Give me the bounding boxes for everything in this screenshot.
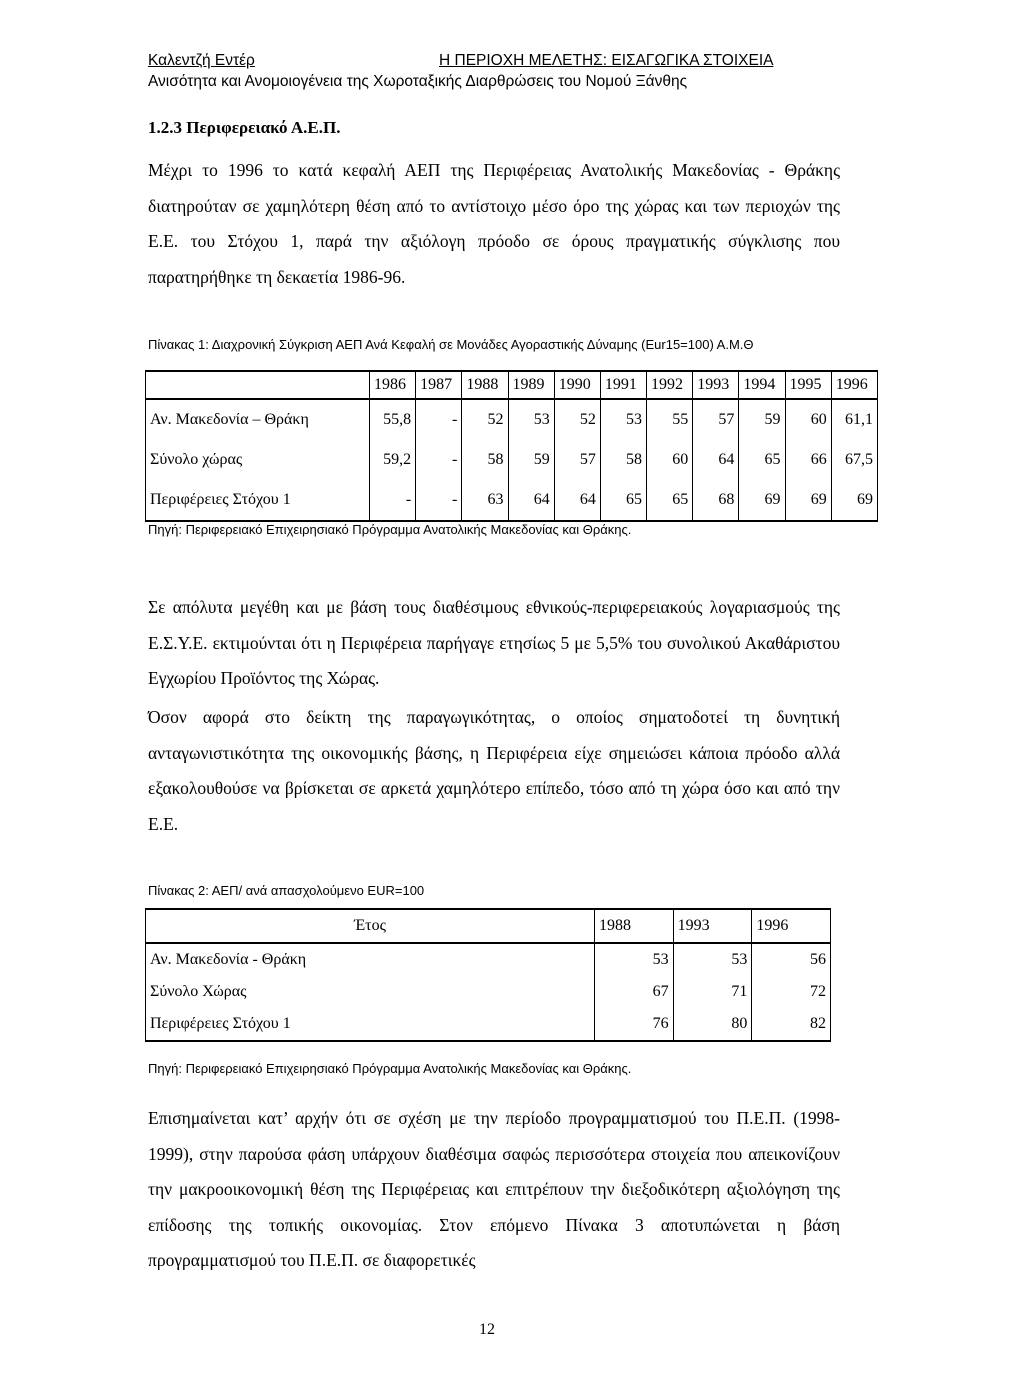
- table2-row-label: Σύνολο Χώρας: [146, 976, 595, 1008]
- table2-year-label: Έτος: [146, 909, 595, 943]
- table2-year-header: 1988: [595, 909, 674, 943]
- table-row: [146, 1008, 831, 1041]
- table1-cell: -: [416, 399, 462, 440]
- table-row: [146, 943, 831, 976]
- table1-cell: 57: [554, 440, 600, 480]
- table1-row-label: Αν. Μακεδονία – Θράκη: [146, 399, 370, 440]
- table1-cell: 59: [739, 399, 785, 440]
- table2-cell: 53: [673, 943, 752, 976]
- table1-cell: 58: [600, 440, 646, 480]
- table1-year-header: 1987: [416, 371, 462, 399]
- table1-year-header: 1995: [785, 371, 831, 399]
- table2-cell: 76: [595, 1008, 674, 1041]
- header-chapter: Η ΠΕΡΙΟΧΗ ΜΕΛΕΤΗΣ: ΕΙΣΑΓΩΓΙΚΑ ΣΤΟΙΧΕΙΑ: [439, 52, 774, 69]
- table2-cell: 82: [752, 1008, 831, 1041]
- table2-cell: 67: [595, 976, 674, 1008]
- table1-year-header: 1996: [831, 371, 877, 399]
- table-row: [146, 399, 878, 440]
- table2-header-row: [146, 909, 831, 943]
- table2-cell: 56: [752, 943, 831, 976]
- table1-cell: 52: [462, 399, 508, 440]
- table1-year-header: 1992: [647, 371, 693, 399]
- table-row: [146, 976, 831, 1008]
- table2-cell: 53: [595, 943, 674, 976]
- table2-row-label: Περιφέρειες Στόχου 1: [146, 1008, 595, 1041]
- table1-cell: 57: [693, 399, 739, 440]
- table1-year-header: 1989: [508, 371, 554, 399]
- table1-corner-cell: [146, 371, 370, 399]
- table1-row-label: Σύνολο χώρας: [146, 440, 370, 480]
- table1-cell: 64: [554, 480, 600, 521]
- table1-cell: 60: [647, 440, 693, 480]
- table2-source: Πηγή: Περιφερειακό Επιχειρησιακό Πρόγραμμα Ανατολικής Μακεδονίας και Θράκης.: [148, 1061, 632, 1076]
- table1-cell: 65: [600, 480, 646, 521]
- table1-cell: 55,8: [370, 399, 416, 440]
- table2-row-label: Αν. Μακεδονία - Θράκη: [146, 943, 595, 976]
- table1-cell: 58: [462, 440, 508, 480]
- table1-year-header: 1986: [370, 371, 416, 399]
- table1-year-header: 1994: [739, 371, 785, 399]
- table-row: [146, 440, 878, 480]
- table1-cell: 69: [739, 480, 785, 521]
- table1-cell: 53: [600, 399, 646, 440]
- table1-cell: 59: [508, 440, 554, 480]
- table2-year-header: 1996: [752, 909, 831, 943]
- section-title: 1.2.3 Περιφερειακό Α.Ε.Π.: [148, 118, 341, 137]
- table1-year-header: 1991: [600, 371, 646, 399]
- table1-source: Πηγή: Περιφερειακό Επιχειρησιακό Πρόγραμμα Ανατολικής Μακεδονίας και Θράκης.: [148, 522, 632, 537]
- table1-cell: -: [416, 480, 462, 521]
- table1-year-header: 1993: [693, 371, 739, 399]
- paragraph-programming-period: Επισημαίνεται κατ’ αρχήν ότι σε σχέση με την περίοδο προγραμματισμού του Π.Ε.Π. (1998-1999), στην παρούσα φάση υπάρχουν διαθέσιμα σαφώς περισσότερα στοιχεία που απεικονίζουν την μακροοικονομική θέση της Περιφέρειας και επιτρέπουν την διεξοδικότερη αξιολόγηση της επίδοσης της τοπικής οικονομίας. Στον επόμενο Πίνακα 3 αποτυπώνεται η βάση προγραμματισμού του Π.Ε.Π. σε διαφορετικές: [148, 1108, 840, 1270]
- table1-cell: 59,2: [370, 440, 416, 480]
- table1-cell: -: [416, 440, 462, 480]
- table1-cell: 69: [831, 480, 877, 521]
- paragraph-gdp-intro: Μέχρι το 1996 το κατά κεφαλή ΑΕΠ της Περιφέρειας Ανατολικής Μακεδονίας - Θράκης διατηρούταν σε χαμηλότερη θέση από το αντίστοιχο μέσο όρο της χώρας και των περιοχών της Ε.Ε. του Στόχου 1, παρά την αξιόλογη πρόοδο σε όρους πραγματικής σύγκλισης που παρατηρήθηκε τη δεκαετία 1986-96.: [148, 160, 840, 287]
- table1-cell: 64: [508, 480, 554, 521]
- paragraph-productivity: Όσον αφορά στο δείκτη της παραγωγικότητας, ο οποίος σηματοδοτεί τη δυνητική ανταγωνιστικότητα της οικονομικής βάσης, η Περιφέρεια είχε σημειώσει κάποια πρόοδο αλλά εξακολουθούσε να βρίσκεται σε αρκετά χαμηλότερο επίπεδο, τόσο από τη χώρα όσο και από την Ε.Ε.: [148, 707, 840, 834]
- table1-cell: 55: [647, 399, 693, 440]
- paragraph-absolute-figures: Σε απόλυτα μεγέθη και με βάση τους διαθέσιμους εθνικούς-περιφερειακούς λογαριασμούς της Ε.Σ.Υ.Ε. εκτιμούνται ότι η Περιφέρεια παρήγαγε ετησίως 5 με 5,5% του συνολικού Ακαθάριστου Εγχωρίου Προϊόντος της Χώρας.: [148, 597, 840, 688]
- table2-year-header: 1993: [673, 909, 752, 943]
- table1-cell: 52: [554, 399, 600, 440]
- table2-cell: 72: [752, 976, 831, 1008]
- page-number: 12: [479, 1321, 495, 1338]
- table1-cell: 53: [508, 399, 554, 440]
- table1-cell: 64: [693, 440, 739, 480]
- table1-caption: Πίνακας 1: Διαχρονική Σύγκριση ΑΕΠ Ανά Κεφαλή σε Μονάδες Αγοραστικής Δύναμης (Eur15=100) Α.Μ.Θ: [148, 337, 754, 352]
- table1-cell: 69: [785, 480, 831, 521]
- table1-cell: 65: [647, 480, 693, 521]
- header-subtitle: Ανισότητα και Ανομοιογένεια της Χωροταξικής Διαρθρώσεις του Νομού Ξάνθης: [148, 73, 688, 90]
- table1-cell: 65: [739, 440, 785, 480]
- table1-cell: 66: [785, 440, 831, 480]
- table1-cell: -: [370, 480, 416, 521]
- table1-cell: 67,5: [831, 440, 877, 480]
- table2-cell: 71: [673, 976, 752, 1008]
- table1-header-row: [146, 371, 878, 399]
- table1-gdp-per-capita: [145, 370, 878, 522]
- table2-cell: 80: [673, 1008, 752, 1041]
- table1-cell: 61,1: [831, 399, 877, 440]
- table2-caption: Πίνακας 2: ΑΕΠ/ ανά απασχολούμενο EUR=100: [148, 883, 425, 898]
- table1-cell: 63: [462, 480, 508, 521]
- header-author: Καλεντζή Εντέρ: [148, 52, 255, 69]
- table1-year-header: 1988: [462, 371, 508, 399]
- table-row: [146, 480, 878, 521]
- table1-cell: 68: [693, 480, 739, 521]
- table1-cell: 60: [785, 399, 831, 440]
- table1-year-header: 1990: [554, 371, 600, 399]
- table1-row-label: Περιφέρειες Στόχου 1: [146, 480, 370, 521]
- table2-gdp-per-employee: [145, 908, 831, 1042]
